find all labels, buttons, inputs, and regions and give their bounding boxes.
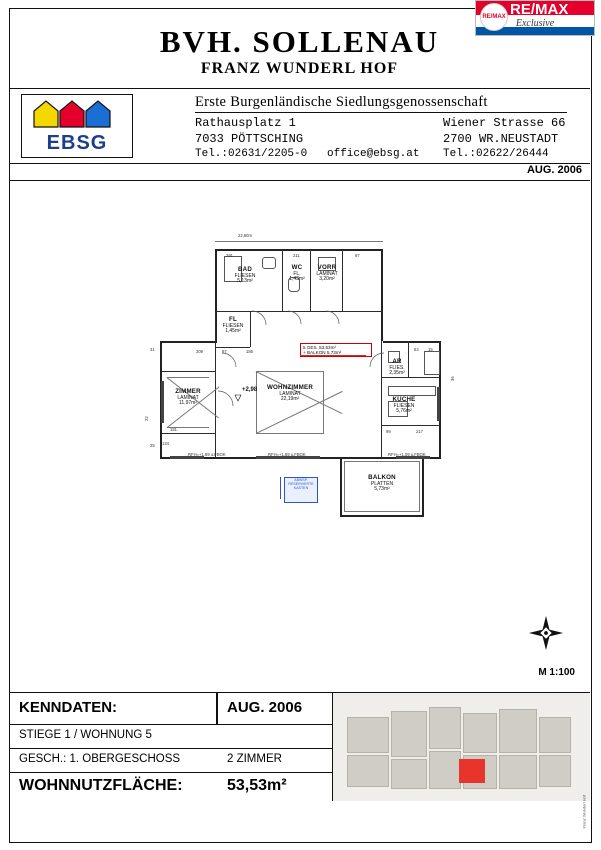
dim-small: 309 — [196, 349, 203, 354]
scale-label: M 1:100 — [538, 667, 575, 678]
dim-small: 291 — [226, 253, 233, 258]
area-tag-divider — [300, 355, 366, 356]
room-floor: LAMINAT — [279, 390, 301, 397]
dim-small: 217 — [416, 429, 423, 434]
note-rfh-2: RFH=+1,89 u.FBOK — [268, 452, 306, 457]
blue-note-box: ABWSP. RESERVIERTE KASTEN — [284, 477, 318, 503]
keyplan-block-9 — [499, 709, 537, 753]
room-area: 3,20m² — [319, 275, 335, 282]
kenndaten-value: AUG. 2006 — [227, 699, 303, 716]
wohnnutzflaeche-label: WOHNNUTZFLÄCHE: — [19, 777, 183, 794]
room-floor: LAMINAT — [316, 270, 338, 277]
room-label-bad — [220, 267, 270, 284]
dim-small: 185 — [246, 349, 253, 354]
room-floor: FLIESEN — [393, 402, 415, 409]
room-label-vorr — [312, 265, 342, 282]
company-email[interactable]: office@ebsg.at — [327, 148, 420, 160]
dim-small: 31 — [150, 347, 155, 352]
room-label-balkon — [352, 475, 412, 492]
room-area: 5,73m² — [374, 485, 390, 492]
page-subtitle: FRANZ WUNDERL HOF — [200, 60, 399, 77]
room-label-wc — [284, 265, 310, 282]
room-area: 5,13m² — [237, 277, 253, 284]
note-rfh-1: RFH=+1,89 u.FBOK — [188, 452, 226, 457]
footer-row-geschoss — [9, 749, 333, 773]
keyplan-block-12 — [539, 755, 571, 787]
dim-small: 63 — [414, 347, 419, 352]
dim-small: 97 — [222, 349, 227, 354]
keyplan-block-6 — [429, 751, 461, 789]
ebsg-logo — [21, 94, 133, 158]
room-label-zimmer — [162, 389, 214, 406]
room-name: ZIMMER — [175, 388, 201, 395]
keyplan-block-5 — [429, 707, 461, 749]
keyplan-block-11 — [539, 717, 571, 753]
company-address2-line1: Wiener Strasse 66 — [443, 116, 566, 130]
level-mark: +2,98 — [242, 387, 258, 393]
room-name: AR — [392, 358, 402, 365]
page-title: BVH. SOLLENAU — [159, 24, 440, 59]
dim-small: 15 — [428, 347, 433, 352]
dim-small: 211 — [293, 253, 300, 258]
area-tag-line1: 5 GES. 53,53m² — [303, 345, 336, 350]
dim-small: 99 — [386, 429, 391, 434]
room-label-ar — [382, 359, 412, 376]
keyplan-block-1 — [347, 717, 389, 753]
company-block — [9, 88, 590, 164]
zimmer-count: 2 ZIMMER — [227, 753, 282, 765]
room-area: 22,19m² — [280, 395, 300, 402]
company-address-line2: 7033 PÖTTSCHING — [195, 132, 304, 146]
date-row — [9, 163, 590, 181]
room-floor: LAMINAT — [177, 394, 199, 401]
room-area: 1,45m² — [225, 327, 241, 334]
company-address-line1: Rathausplatz 1 — [195, 116, 296, 130]
room-label-fl — [216, 317, 250, 334]
room-name: FL — [229, 316, 237, 323]
company-name: Erste Burgenländische Siedlungsgenossenschaft — [195, 94, 488, 110]
keyplan-block-2 — [347, 755, 389, 787]
room-floor: PLATTEN — [370, 480, 394, 487]
room-floor: FLIESEN — [222, 322, 244, 329]
room-floor: FL. — [293, 270, 301, 277]
wohnnutzflaeche-value: 53,53m² — [227, 777, 287, 794]
company-phone-right: Tel.:02622/26444 — [443, 148, 549, 160]
dim-small-vertical: 22 — [144, 416, 149, 421]
kenndaten-label: KENNDATEN: — [19, 699, 118, 716]
dim-small: 87 — [355, 253, 360, 258]
key-plan — [333, 693, 590, 829]
footer-row-stiege — [9, 725, 333, 749]
company-name-underline — [195, 112, 567, 113]
footer-row1-divider — [216, 693, 218, 725]
keyplan-block-10 — [499, 755, 537, 789]
room-name: WC — [291, 264, 303, 271]
room-name: BAD — [237, 266, 252, 273]
dim-small-vertical: 36 — [450, 376, 455, 381]
room-area: 5,76m² — [396, 407, 412, 414]
floorplan-drawing — [10, 181, 589, 692]
remax-subtitle: Exclusive — [515, 18, 555, 29]
company-address2-line2: 2700 WR.NEUSTADT — [443, 132, 559, 146]
remax-balloon-icon: RE/MAX — [480, 3, 508, 31]
stiege-wohnung-label: STIEGE 1 / WOHNUNG 5 — [19, 729, 152, 741]
north-arrow-icon — [527, 614, 565, 652]
room-name: WOHNZIMMER — [267, 384, 313, 391]
footer-row-wohnnutzflaeche — [9, 773, 333, 801]
room-name: VORR — [317, 264, 337, 271]
dimension-top: 22,80m — [238, 233, 252, 238]
room-area: 1,43m² — [289, 275, 305, 282]
level-mark-icon — [235, 388, 241, 394]
blue-note-edge — [280, 477, 281, 499]
footer-left — [9, 693, 333, 801]
room-name: BALKON — [368, 474, 396, 481]
plan-date: AUG. 2006 — [526, 164, 582, 176]
geschoss-label: GESCH.: 1. OBERGESCHOSS — [19, 753, 181, 765]
keyplan-block-3 — [391, 711, 427, 757]
dim-small: 134 — [162, 441, 169, 446]
title-block — [9, 8, 590, 89]
room-name: KÜCHE — [392, 396, 416, 403]
room-area: 11,97m² — [179, 399, 197, 406]
remax-wordmark: RE/MAX — [510, 1, 569, 18]
keyplan-block-7 — [463, 713, 497, 753]
dim-small: 181 — [170, 427, 177, 432]
title-footer — [9, 692, 590, 829]
ebsg-wordmark: EBSG — [46, 132, 108, 154]
room-label-wohnzimmer — [256, 385, 324, 402]
keyplan-highlight — [459, 759, 485, 783]
ebsg-roof-icon — [32, 99, 120, 129]
keyplan-block-4 — [391, 759, 427, 789]
footer-row-kenndaten — [9, 693, 333, 725]
room-floor: FLIES. — [389, 364, 405, 371]
company-phone-left: Tel.:02631/2205-0 — [195, 148, 308, 160]
note-rfh-3: RFH=+1,09 u.FBOK — [388, 452, 426, 457]
room-area: 2,35m² — [389, 369, 405, 376]
dim-small: 25 — [150, 443, 155, 448]
keyplan-caption: Franz Wunderl Hof — [581, 795, 586, 829]
room-label-kueche — [382, 397, 426, 414]
window-mark-5 — [437, 387, 440, 421]
room-floor: FLIESEN — [234, 272, 256, 279]
area-tag-line2: + BALKON 5,73m² — [303, 350, 342, 355]
